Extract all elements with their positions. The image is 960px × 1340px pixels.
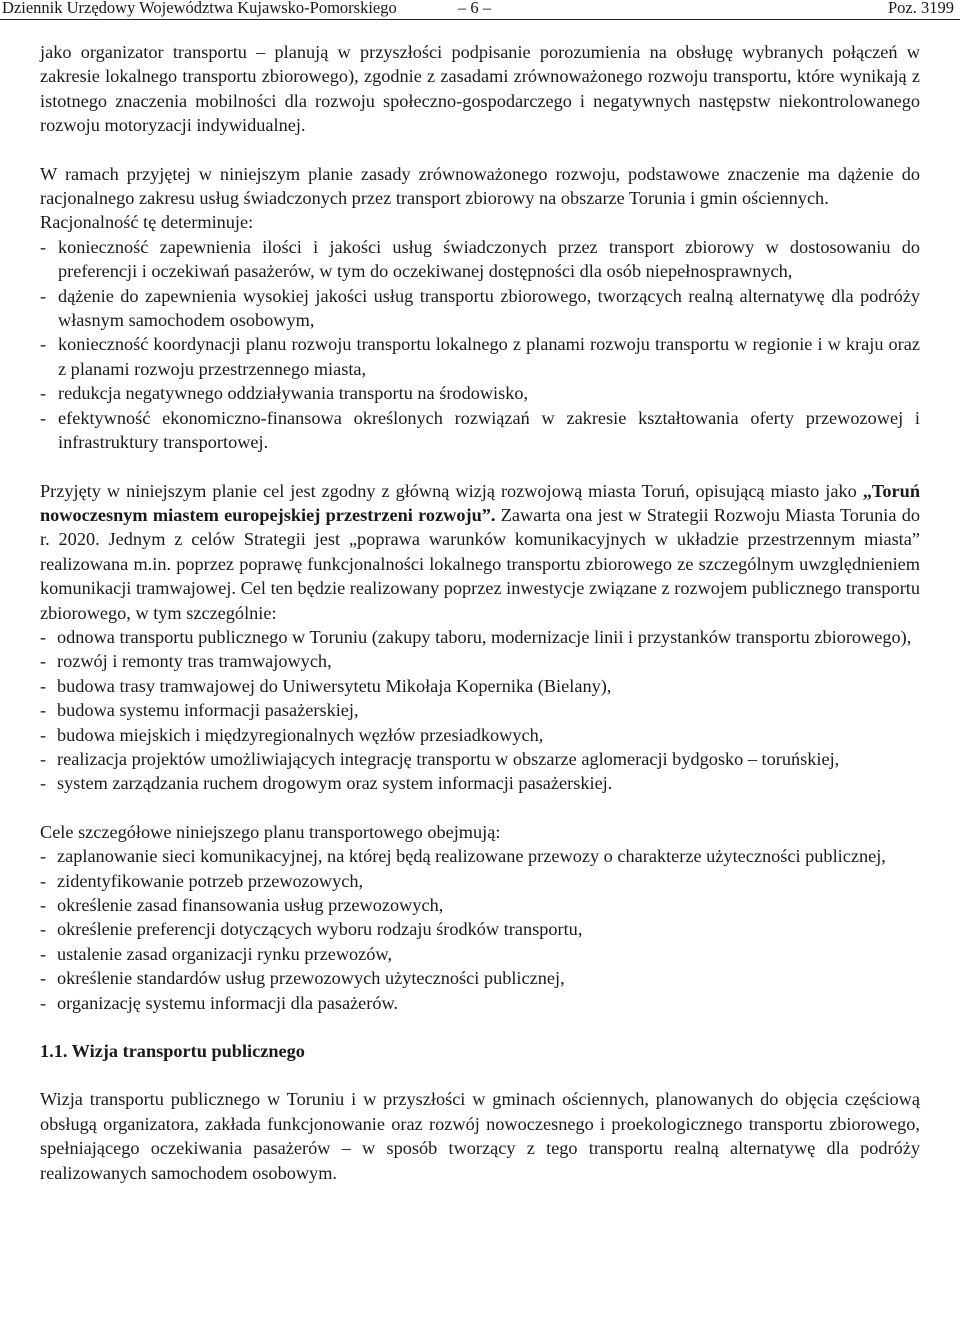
strategy-text-after: Zawarta ona jest w Strategii Rozwoju Miasta Torunia do r. 2020. Jednym z celów Strategii jest „poprawa warunków komunikacyjnych w układzie przestrzennym miasta” realizowana m.in. poprzez poprawę funkcjonalności lokalnego transportu zbiorowego ze szczególnym uwzględnieniem komunikacji tramwajowej. Cel ten będzie realizowany poprzez inwestycje związane z rozwojem publicznego transportu zbiorowego, w tym szczególnie: [40,504,921,623]
specific-goals-list [40,844,920,1015]
list-item: - ustalenie zasad organizacji rynku przewozów, [40,942,920,966]
investment-list [40,625,920,796]
list-item: - organizację systemu informacji dla pasażerów. [40,991,920,1015]
paragraph-vision: Wizja transportu publicznego w Toruniu i w przyszłości w gminach ościennych, planowanych do objęcia częściową obsługą organizatora, zakłada funkcjonowanie oraz rozwój nowoczesnego i proekologicznego transportu zbiorowego, spełniającego oczekiwania pasażerów – w sposób tworzący z tego transportu realną alternatywę dla podróży realizowanych samochodem osobowym. [40,1089,920,1183]
list-item: - system zarządzania ruchem drogowym oraz system informacji pasażerskiej. [40,771,920,795]
list-item: - określenie zasad finansowania usług przewozowych, [40,893,920,917]
list-item: - określenie preferencji dotyczących wyboru rodzaju środków transportu, [40,917,920,941]
list-item: - rozwój i remonty tras tramwajowych, [40,649,920,673]
header-page-number: – 6 – [458,0,491,17]
strategy-text-before: Przyjęty w niniejszym planie cel jest zgodny z główną wizją rozwojową miasta Toruń, opisującą miasto jako [40,480,863,501]
strategy-vision-bold: „Toruń nowoczesnym miastem europejskiej przestrzeni rozwoju”. [40,480,920,525]
list-item: - dążenie do zapewnienia wysokiej jakości usług transportu zbiorowego, tworzących realną alternatywę dla podróży własnym samochodem osobowym, [40,284,920,333]
paragraph-rationality-intro: Racjonalność tę determinuje: [40,212,254,233]
list-item: - konieczność zapewnienia ilości i jakości usług świadczonych przez transport zbiorowy w dostosowaniu do preferencji i oczekiwań pasażerów, w tym do oczekiwanej dostępności dla osób niepełnosprawnych, [40,235,920,284]
section-heading: 1.1. Wizja transportu publicznego [40,1041,305,1062]
list-item: - konieczność koordynacji planu rozwoju transportu lokalnego z planami rozwoju transportu w regionie i w kraju oraz z planami rozwoju przestrzennego miasta, [40,332,920,381]
rationality-list [40,235,920,455]
paragraph-intro: jako organizator transportu – planują w przyszłości podpisanie porozumienia na obsługę wybranych połączeń w zakresie lokalnego transportu zbiorowego), zgodnie z zasadami zrównoważonego rozwoju transportu, które wynikają z istotnego znaczenia mobilności dla rozwoju społeczno-gospodarczego i negatywnych następstw niekontrolowanego rozwoju motoryzacji indywidualnej. [40,42,920,136]
list-item: - określenie standardów usług przewozowych użyteczności publicznej, [40,966,920,990]
header-journal-title: Dziennik Urzędowy Województwa Kujawsko-Pomorskiego [2,0,397,17]
paragraph-sustainable-development: W ramach przyjętej w niniejszym planie zasady zrównoważonego rozwoju, podstawowe znaczenie ma dążenie do racjonalnego zakresu usług świadczonych przez transport zbiorowy na obszarze Torunia i gmin ościennych. [40,163,920,209]
list-item: - realizacja projektów umożliwiających integrację transportu w obszarze aglomeracji bydgosko – toruńskiej, [40,747,920,771]
document-body [40,40,920,1185]
page-header [0,0,960,20]
list-item: - budowa trasy tramwajowej do Uniwersytetu Mikołaja Kopernika (Bielany), [40,674,920,698]
list-item: - redukcja negatywnego oddziaływania transportu na środowisko, [40,381,920,405]
paragraph-strategy [40,479,920,625]
header-position-number: Poz. 3199 [888,0,954,17]
list-item: - zaplanowanie sieci komunikacyjnej, na której będą realizowane przewozy o charakterze użyteczności publicznej, [40,844,920,868]
list-item: - efektywność ekonomiczno-finansowa określonych rozwiązań w zakresie kształtowania oferty przewozowej i infrastruktury transportowej. [40,406,920,455]
list-item: - odnowa transportu publicznego w Toruniu (zakupy taboru, modernizacje linii i przystanków transportu zbiorowego), [40,625,920,649]
list-item: - zidentyfikowanie potrzeb przewozowych, [40,869,920,893]
list-item: - budowa miejskich i międzyregionalnych węzłów przesiadkowych, [40,723,920,747]
paragraph-specific-goals: Cele szczegółowe niniejszego planu transportowego obejmują: [40,821,501,842]
list-item: - budowa systemu informacji pasażerskiej, [40,698,920,722]
